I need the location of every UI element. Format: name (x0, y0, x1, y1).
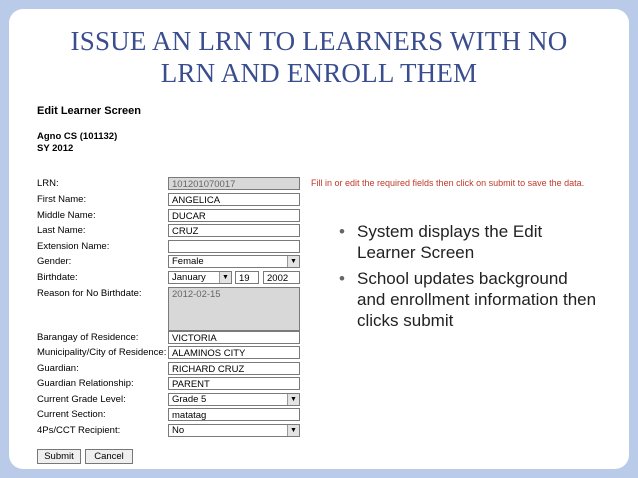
first-name-field[interactable]: ANGELICA (168, 193, 300, 206)
lrn-field: 101201070017 (168, 177, 300, 190)
bullet-item (339, 221, 599, 263)
bullet-dot-icon: • (339, 222, 345, 241)
school-year: SY 2012 (37, 143, 74, 154)
relationship-label: Guardian Relationship: (37, 378, 134, 389)
fourps-select[interactable] (168, 424, 300, 437)
gender-label: Gender: (37, 256, 72, 267)
gender-value: Female (172, 256, 204, 267)
school-info (37, 131, 117, 155)
birth-day-field[interactable]: 19 (235, 271, 259, 284)
bullet-dot-icon: • (339, 269, 345, 288)
bullet-text: School updates background and enrollment information then clicks submit (357, 269, 597, 330)
gender-select[interactable] (168, 255, 300, 268)
fourps-label: 4Ps/CCT Recipient: (37, 425, 121, 436)
chevron-down-icon: ▼ (287, 425, 299, 436)
birth-month-select[interactable] (168, 271, 232, 284)
slide-title (29, 25, 609, 89)
title-line-1: ISSUE AN LRN TO LEARNERS WITH NO (70, 26, 568, 56)
bullet-text: System displays the Edit Learner Screen (357, 222, 543, 262)
fourps-value: No (172, 425, 185, 436)
barangay-field[interactable]: VICTORIA (168, 331, 300, 344)
reason-textarea: 2012-02-15 (168, 287, 300, 331)
birth-year-field[interactable]: 2002 (263, 271, 300, 284)
chevron-down-icon: ▼ (287, 256, 299, 267)
last-name-label: Last Name: (37, 225, 86, 236)
instruction-text: Fill in or edit the required fields then click on submit to save the data. (311, 178, 585, 188)
guardian-label: Guardian: (37, 363, 79, 374)
grade-value: Grade 5 (172, 394, 207, 405)
grade-select[interactable] (168, 393, 300, 406)
municipality-label: Municipality/City of Residence: (37, 347, 167, 358)
birth-month-value: January (172, 272, 206, 283)
last-name-field[interactable]: CRUZ (168, 224, 300, 237)
chevron-down-icon: ▼ (219, 272, 231, 283)
extension-name-label: Extension Name: (37, 241, 110, 252)
bullet-list (339, 221, 599, 336)
section-label: Current Section: (37, 409, 106, 420)
grade-label: Current Grade Level: (37, 394, 126, 405)
screen-title: Edit Learner Screen (37, 105, 141, 117)
chevron-down-icon: ▼ (287, 394, 299, 405)
submit-button[interactable]: Submit (37, 449, 81, 464)
extension-name-field[interactable] (168, 240, 300, 253)
reason-label: Reason for No Birthdate: (37, 288, 142, 299)
section-field[interactable]: matatag (168, 408, 300, 421)
school-name: Agno CS (101132) (37, 131, 118, 142)
municipality-field[interactable]: ALAMINOS CITY (168, 346, 300, 359)
barangay-label: Barangay of Residence: (37, 332, 139, 343)
slide (9, 9, 629, 469)
title-line-2: LRN AND ENROLL THEM (160, 58, 478, 88)
guardian-field[interactable]: RICHARD CRUZ (168, 362, 300, 375)
birthdate-label: Birthdate: (37, 272, 78, 283)
first-name-label: First Name: (37, 194, 87, 205)
bullet-item (339, 268, 599, 331)
middle-name-field[interactable]: DUCAR (168, 209, 300, 222)
middle-name-label: Middle Name: (37, 210, 96, 221)
cancel-button[interactable]: Cancel (85, 449, 133, 464)
relationship-field[interactable]: PARENT (168, 377, 300, 390)
lrn-label: LRN: (37, 178, 59, 189)
